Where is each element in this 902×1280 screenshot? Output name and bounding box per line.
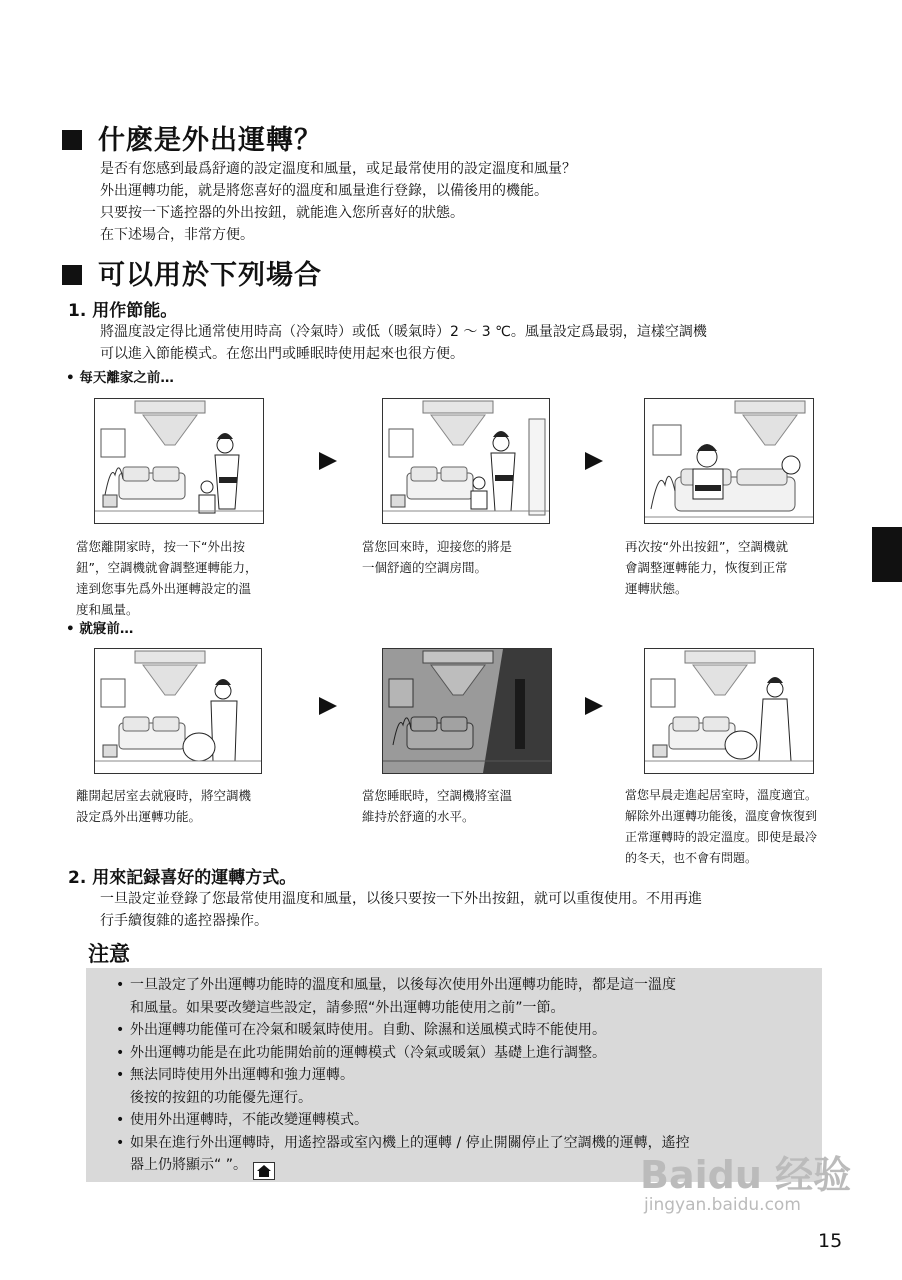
caption-line: 再次按“外出按鈕”，空調機就	[625, 539, 788, 554]
caption-leaving-home	[76, 536, 257, 620]
item2-line: 一旦設定並登錄了您最常使用溫度和風量，以後只要按一下外出按鈕，就可以重復使用。不用再進	[100, 891, 702, 907]
scenario1-bullet: • 每天離家之前…	[66, 370, 174, 386]
intro-line: 在下述場合，非常方便。	[100, 227, 254, 243]
caption-resume-normal	[625, 536, 788, 599]
illustration-returning-home	[382, 398, 550, 524]
notes-list	[116, 974, 690, 1177]
note-item: • 無法同時使用外出運轉和強力運轉。	[116, 1064, 690, 1087]
caption-line: 一個舒適的空調房間。	[362, 560, 488, 575]
note-item-continued: 後按的按鈕的功能優先運行。	[130, 1089, 312, 1106]
note-item: • 一旦設定了外出運轉功能時的溫度和風量，以後每次使用外出運轉功能時，都是這一溫度	[116, 974, 690, 997]
caption-line: 度和風量。	[76, 602, 139, 617]
illustration-resume-normal	[644, 398, 814, 524]
square-bullet-icon	[62, 130, 82, 150]
illustration-going-to-bed	[94, 648, 262, 774]
caption-line: 會調整運轉能力，恢復到正常	[625, 560, 788, 575]
watermark-logo: Baidu 经验	[640, 1153, 852, 1197]
caption-returning-home	[362, 536, 512, 578]
watermark	[640, 1155, 851, 1215]
item2-line: 行手續復雜的遙控器操作。	[100, 913, 268, 929]
caption-line: 解除外出運轉功能後，溫度會恢復到	[625, 809, 818, 823]
page-number: 15	[818, 1230, 843, 1252]
caption-line: 離開起居室去就寢時，將空調機	[76, 788, 252, 803]
caption-line: 維持於舒適的水平。	[362, 809, 475, 824]
intro-line: 只要按一下遙控器的外出按鈕，就能進入您所喜好的狀態。	[100, 205, 464, 221]
caption-going-to-bed	[76, 785, 251, 827]
intro-paragraph	[100, 158, 576, 246]
caption-line: 的冬天，也不會有問題。	[625, 851, 758, 865]
caption-line: 鈕”，空調機就會調整運轉能力，	[76, 560, 258, 575]
note-item: • 外出運轉功能是在此功能開始前的運轉模式（冷氣或暖氣）基礎上進行調整。	[116, 1042, 690, 1065]
note-item: • 外出運轉功能僅可在冷氣和暖氣時使用。自動、除濕和送風模式時不能使用。	[116, 1019, 690, 1042]
item1-title: 1. 用作節能。	[68, 301, 178, 321]
play-triangle-icon	[585, 697, 603, 715]
item1-paragraph	[100, 321, 707, 365]
illustration-sleeping-dark-room	[382, 648, 552, 774]
play-triangle-icon	[585, 452, 603, 470]
heading-usage	[62, 253, 322, 292]
heading-text: 可以用於下列場合	[98, 260, 322, 291]
item1-line: 可以進入節能模式。在您出門或睡眠時使用起來也很方便。	[100, 346, 464, 362]
caption-line: 當您回來時，迎接您的將是	[362, 539, 513, 554]
item2-paragraph	[100, 888, 702, 932]
heading-what-is	[62, 118, 322, 157]
note-item-text: 器上仍將顯示“ ”。	[130, 1157, 247, 1173]
section-tab-marker	[872, 527, 902, 582]
caption-line: 設定爲外出運轉功能。	[76, 809, 202, 824]
caption-sleeping	[362, 785, 512, 827]
item2-title: 2. 用來記録喜好的運轉方式。	[68, 868, 297, 888]
scenario2-bullet: • 就寢前…	[66, 621, 134, 637]
play-triangle-icon	[319, 697, 337, 715]
caption-line: 運轉狀態。	[625, 581, 688, 596]
house-away-icon	[253, 1162, 275, 1180]
note-item: • 使用外出運轉時，不能改變運轉模式。	[116, 1109, 690, 1132]
note-item: • 如果在進行外出運轉時，用遙控器或室內機上的運轉 / 停止開關停止了空調機的運轉，遙控	[116, 1132, 690, 1155]
caption-line: 當您早晨走進起居室時，溫度適宜。	[625, 788, 818, 802]
caption-line: 正常運轉時的設定溫度。即使是最冷	[625, 830, 818, 844]
note-item-continued	[116, 1154, 690, 1177]
illustration-morning	[644, 648, 814, 774]
caption-morning	[625, 785, 817, 869]
watermark-url: jingyan.baidu.com	[644, 1195, 801, 1215]
notes-title: 注意	[88, 942, 130, 966]
caption-line: 當您睡眠時，空調機將室溫	[362, 788, 513, 803]
caption-line: 當您離開家時，按一下“外出按	[76, 539, 245, 554]
square-bullet-icon	[62, 265, 82, 285]
heading-text: 什麽是外出運轉？	[98, 125, 322, 156]
intro-line: 是否有您感到最爲舒適的設定溫度和風量，或足最常使用的設定溫度和風量？	[100, 161, 576, 177]
caption-line: 達到您事先爲外出運轉設定的溫	[76, 581, 252, 596]
item1-line: 將溫度設定得比通常使用時高（冷氣時）或低（暖氣時）2 ～ 3 ℃。風量設定爲最弱，這樣空調機	[100, 324, 707, 340]
note-item-continued: 和風量。如果要改變這些設定，請參照“外出運轉功能使用之前”一節。	[130, 999, 565, 1016]
illustration-leaving-home	[94, 398, 264, 524]
intro-line: 外出運轉功能，就是將您喜好的溫度和風量進行登錄，以備後用的機能。	[100, 183, 548, 199]
play-triangle-icon	[319, 452, 337, 470]
